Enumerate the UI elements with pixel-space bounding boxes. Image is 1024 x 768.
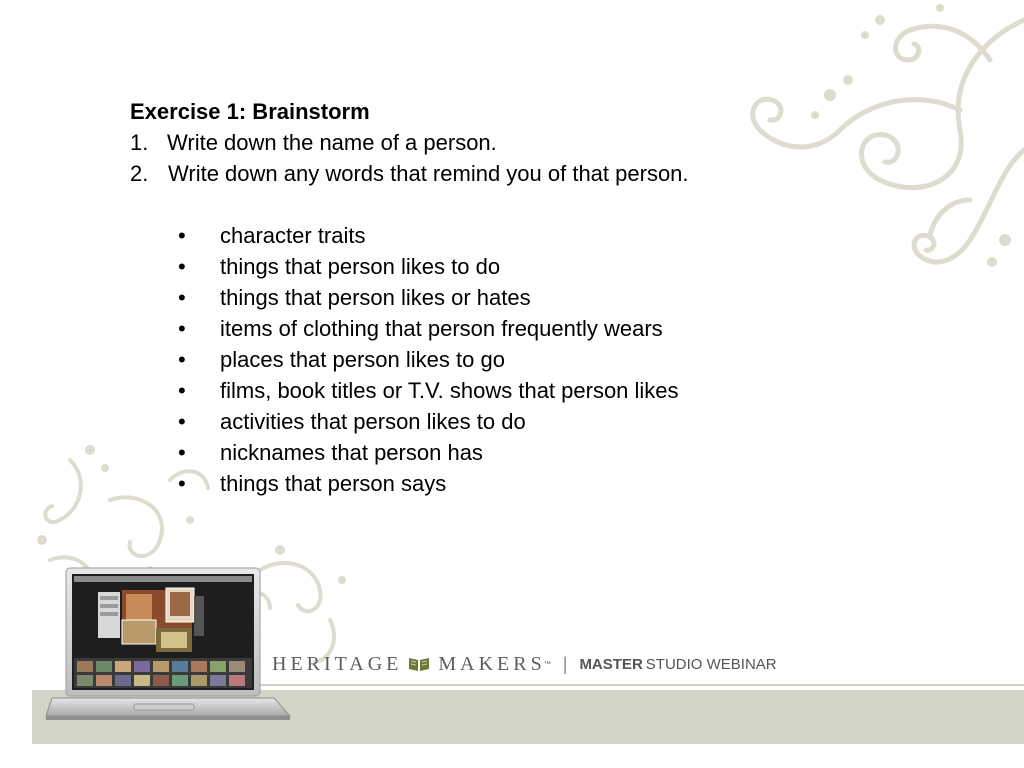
- brand-separator: |: [562, 653, 568, 674]
- list-item: [178, 437, 689, 468]
- list-item-text: activities that person likes to do: [220, 409, 526, 434]
- list-item: [178, 251, 689, 282]
- list-item: [178, 468, 689, 499]
- step-2: [130, 158, 689, 189]
- step-text: Write down any words that remind you of that person.: [168, 161, 689, 186]
- list-item-text: things that person likes or hates: [220, 285, 531, 310]
- list-item-text: things that person likes to do: [220, 254, 501, 279]
- bullet-icon: •: [178, 378, 186, 403]
- bullet-icon: •: [178, 347, 186, 372]
- bullet-icon: •: [178, 440, 186, 465]
- list-item-text: films, book titles or T.V. shows that person likes: [220, 378, 679, 403]
- bullet-icon: •: [178, 471, 186, 496]
- list-item: [178, 406, 689, 437]
- bullet-icon: •: [178, 285, 186, 310]
- exercise-content: [130, 96, 689, 499]
- laptop-image: [44, 566, 292, 726]
- list-item-text: character traits: [220, 223, 366, 248]
- exercise-title: Exercise 1: Brainstorm: [130, 99, 370, 124]
- bullet-list: [130, 220, 689, 499]
- footer-divider: [255, 684, 1024, 686]
- step-number: 2.: [130, 161, 149, 186]
- brand-makers: MAKERS: [438, 652, 546, 675]
- bullet-icon: •: [178, 316, 186, 341]
- list-item: [178, 313, 689, 344]
- brand-logo: [272, 651, 777, 677]
- bullet-icon: •: [178, 254, 186, 279]
- list-item: [178, 282, 689, 313]
- bullet-icon: •: [178, 409, 186, 434]
- list-item-text: places that person likes to go: [220, 347, 505, 372]
- step-text: Write down the name of a person.: [167, 130, 497, 155]
- brand-master: MASTER: [579, 655, 643, 673]
- brand-studio-webinar: STUDIO WEBINAR: [645, 655, 777, 673]
- decorative-swirl-top-right: [720, 0, 1024, 280]
- list-item-text: items of clothing that person frequently wears: [220, 316, 663, 341]
- list-item: [178, 344, 689, 375]
- list-item: [178, 220, 689, 251]
- brand-heritage: HERITAGE: [272, 652, 403, 675]
- list-item-text: nicknames that person has: [220, 440, 483, 465]
- step-number: 1.: [130, 130, 149, 155]
- bullet-icon: •: [178, 223, 186, 248]
- list-item: [178, 375, 689, 406]
- list-item-text: things that person says: [220, 471, 447, 496]
- book-icon: [408, 656, 430, 672]
- trademark-symbol: ™: [543, 660, 551, 668]
- step-1: [130, 127, 689, 158]
